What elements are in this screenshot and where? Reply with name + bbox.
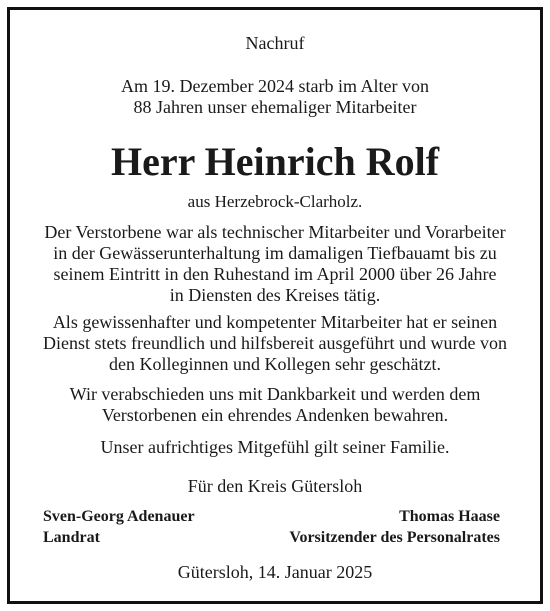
- paragraph-line: Verstorbenen ein ehrendes Andenken bewahren.: [101, 405, 449, 425]
- condolence-line: Unser aufrichtiges Mitgefühl gilt seiner Familie.: [100, 437, 450, 457]
- signatory-right: [289, 506, 500, 548]
- career-paragraph: [10, 222, 540, 306]
- signatory-role: Landrat: [43, 529, 100, 546]
- paragraph-line: Dienst stets freundlich und hilfsbereit ausgeführt und wurde von: [43, 333, 507, 353]
- deceased-origin: aus Herzebrock-Clarholz.: [187, 192, 363, 211]
- appreciation-paragraph: [10, 312, 540, 375]
- intro-line: Am 19. Dezember 2024 starb im Alter von: [121, 76, 429, 96]
- paragraph-line: Als gewissenhafter und kompetenter Mitarbeiter hat er seinen: [52, 312, 498, 332]
- place-date: Gütersloh, 14. Januar 2025: [177, 562, 373, 582]
- issuer-line: Für den Kreis Gütersloh: [187, 476, 363, 496]
- signatory-role: Vorsitzender des Personalrates: [289, 529, 500, 546]
- paragraph-line: Der Verstorbene war als technischer Mitarbeiter und Vorarbeiter: [44, 222, 506, 242]
- signatory-left: [43, 506, 195, 548]
- paragraph-line: in Diensten des Kreises tätig.: [169, 285, 381, 305]
- paragraph-line: Wir verabschieden uns mit Dankbarkeit und werden dem: [69, 384, 481, 404]
- farewell-paragraph: [10, 384, 540, 426]
- signatory-name: Sven-Georg Adenauer: [43, 508, 195, 525]
- paragraph-line: den Kolleginnen und Kollegen sehr geschätzt.: [109, 354, 441, 374]
- obituary-notice: [7, 7, 543, 604]
- intro-text: [10, 76, 540, 118]
- deceased-name: Herr Heinrich Rolf: [110, 139, 440, 184]
- signatory-name: Thomas Haase: [399, 508, 500, 525]
- notice-heading: Nachruf: [245, 33, 305, 53]
- paragraph-line: in der Gewässerunterhaltung im damaligen Tiefbauamt bis zu: [53, 243, 497, 263]
- paragraph-line: seinem Eintritt in den Ruhestand im April 2000 über 26 Jahre: [53, 264, 497, 284]
- intro-line: 88 Jahren unser ehemaliger Mitarbeiter: [133, 97, 417, 117]
